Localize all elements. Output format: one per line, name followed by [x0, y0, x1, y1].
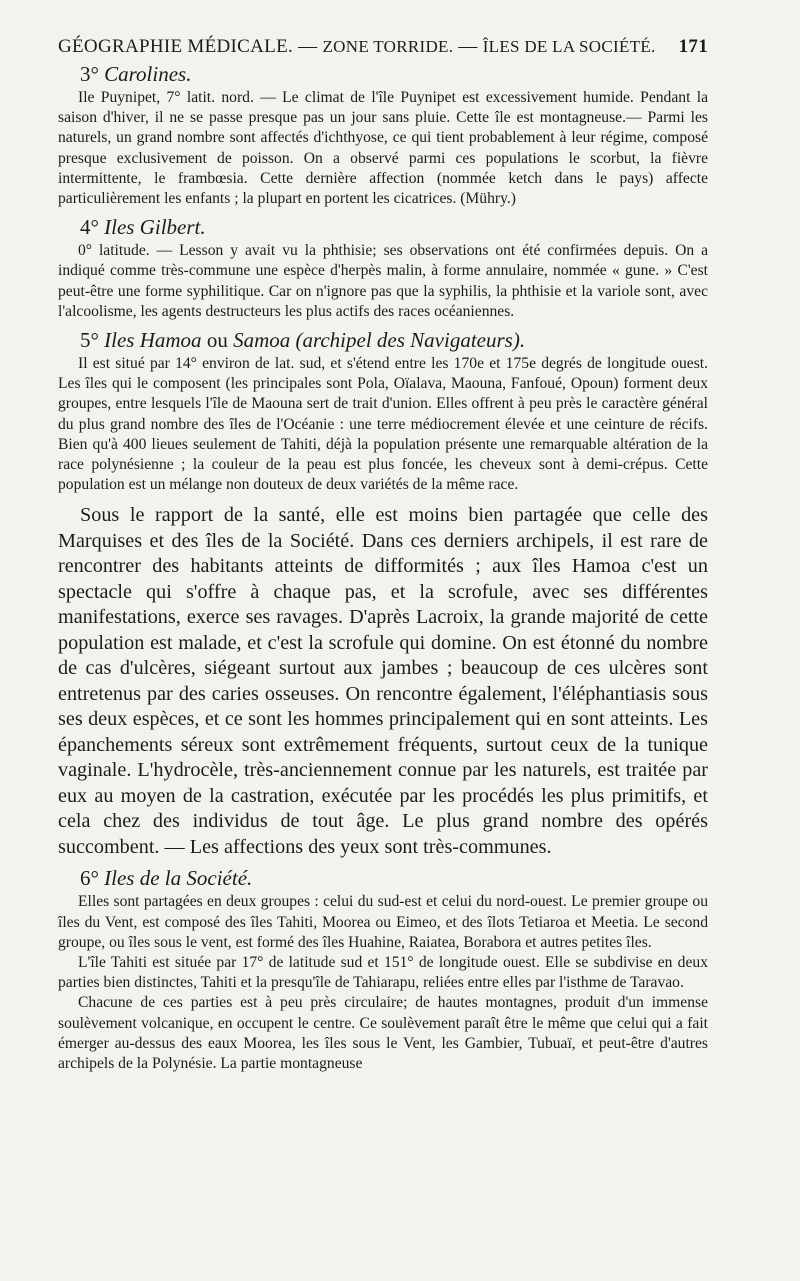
section-number: 6° — [80, 866, 99, 891]
header-dash: — — [298, 36, 318, 57]
section-number: 4° — [80, 215, 99, 240]
section-title: Carolines. — [104, 62, 192, 86]
paragraph: Elles sont partagées en deux groupes : celui du sud-est et celui du nord-ouest. Le premier groupe ou îles du Vent, est composé des îles Tahiti, Moorea ou Eimeo, et des îlots Tetiaroa et Meetia. Le second groupe, ou îles sous le vent, est formé des îles Huahine, Raiatea, Borabora et autres petites îles. — [58, 893, 708, 951]
section-carolines — [58, 62, 708, 209]
section-heading — [80, 215, 708, 239]
section-number: 5° — [80, 328, 99, 353]
section-heading — [80, 62, 708, 86]
section-heading — [80, 866, 708, 890]
section-title: Iles de la Société. — [104, 866, 253, 891]
section-title: Iles Gilbert. — [104, 215, 206, 240]
large-paragraph: Sous le rapport de la santé, elle est moins bien partagée que celle des Marquises et des îles de la Société. Dans ces derniers archipels, il est rare de rencontrer des habitants atteints de difformités ; aux îles Hamoa c'est un spectacle qui s'offre à chaque pas, et la scrofule, avec ses différentes manifestations, exerce ses ravages. D'après Lacroix, la grande majorité de cette population est malade, et c'est la scrofule qui domine. On est étonné du nombre de cas d'ulcères, siégeant surtout aux jambes ; beaucoup de ces ulcères sont entretenus par des caries osseuses. On rencontre également, l'éléphantiasis sous ses deux espèces, et ce sont les hommes principalement qui en sont atteints. Les épanchements séreux sont extrêmement fréquents, surtout ceux de la tunique vaginale. L'hydrocèle, très-anciennement connue par les naturels, est traitée par eux au moyen de la castration, exécutée par les procédés les plus primitifs, et cela chez des individus de tout âge. Le plus grand nombre des opérés succombent. — Les affections des yeux sont très-communes. — [58, 504, 708, 858]
paragraph: 0° latitude. — Lesson y avait vu la phthisie; ses observations ont été confirmées depuis. On a indiqué comme très-commune une espèce d'herpès malin, à forme annulaire, nommée « gune. » C'est peut-être une forme syphilitique. Car on n'ignore pas que la syphilis, la phthisie et la variole sont, avec l'alcoolisme, les agents destructeurs les plus actifs des races océaniennes. — [58, 242, 708, 320]
paragraph: Chacune de ces parties est à peu près circulaire; de hautes montagnes, produit d'un immense soulèvement volcanique, en occupent le centre. Ce soulèvement paraît être le même que celui qui a fait émerger au-dessus des eaux Moorea, les îles sous le Vent, les Gambier, Tubuaï, et peut-être d'autres archipels de la Polynésie. La partie montagneuse — [58, 994, 708, 1073]
running-header — [58, 36, 708, 58]
section-number: 3° — [80, 62, 99, 86]
paragraph: Il est situé par 14° environ de lat. sud, et s'étend entre les 170e et 175e degrés de longitude ouest. Les îles qui le composent (les principales sont Pola, Oïalava, Maouna, Fanfoué, Opoun) forment deux groupes, entre lesquels l'île de Maouna sert de trait d'union. Elles offrent à peu près le caractère général du plus grand nombre des îles de l'Océanie : une terre médiocrement élevée et une ceinture de récifs. Bien qu'à 400 lieues seulement de Tahiti, déjà la population présente une remarquable altération de la race polynésienne ; la couleur de la peau est plus foncée, les cheveux sont à demi-crépus. Cette population est un mélange non douteux de deux variétés de la même race. — [58, 355, 708, 494]
header-section: ZONE TORRIDE. — [322, 37, 454, 56]
paragraph: L'île Tahiti est située par 17° de latitude sud et 151° de longitude ouest. Elle se subdivise en deux parties bien distinctes, Tahiti et la presqu'île de Tahiarapu, reliées entre elles par l'isthme de Taravao. — [58, 954, 708, 992]
paragraph: Ile Puynipet, 7° latit. nord. — Le climat de l'île Puynipet est excessivement humide. Pendant la saison d'hiver, il ne se passe presque pas un jour sans pluie. Cette île est montagneuse.— Parmi les naturels, un grand nombre sont affectés d'ichthyose, ce qui tient probablement à leur régime, composé presque exclusivement de poisson. On a observé parmi ces populations le scorbut, la fièvre intermittente, le frambœsia. Cette dernière affection (nommée ketch dans le pays) affecte particulièrement les enfants ; la plupart en portent les cicatrices. (Mühry.) — [58, 89, 708, 208]
section-societe — [58, 866, 708, 1074]
section-title: Iles Hamoa — [104, 328, 202, 353]
book-title: GÉOGRAPHIE MÉDICALE. — [58, 36, 294, 57]
header-subsection: ÎLES DE LA SOCIÉTÉ. — [482, 37, 656, 56]
section-hamoa — [58, 328, 708, 860]
header-dash: — — [458, 36, 478, 57]
section-title-rest: Samoa (archipel des Navigateurs). — [233, 328, 526, 353]
section-title-connector: ou — [206, 328, 228, 353]
section-heading — [80, 328, 708, 352]
section-gilbert — [58, 215, 708, 322]
header-title — [58, 36, 656, 58]
page-number: 171 — [678, 36, 708, 57]
